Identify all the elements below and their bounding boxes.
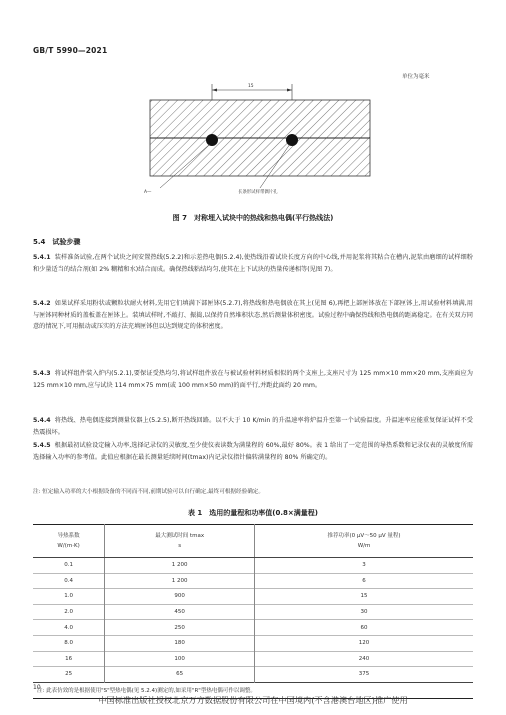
table-cell: 900 (105, 589, 255, 605)
paragraph (33, 298, 473, 333)
page-number: 10 (33, 684, 41, 691)
header-max-time: 最大测试时间 tmax s (105, 525, 255, 558)
table-cell: 60 (255, 620, 473, 636)
table-row (33, 635, 473, 651)
table-cell: 3 (255, 558, 473, 574)
paragraph (33, 368, 473, 391)
paragraph-number: 5.4.2 (33, 300, 51, 307)
footer-copyright: 中国标准出版社授权北京万方数据股份有限公司在中国境内(不含港澳台地区)推广使用 (98, 695, 408, 705)
thermocouple-marker (286, 134, 298, 146)
header-power: 推荐功率(0 μV～50 μV 量程) W/m (255, 525, 473, 558)
table-cell: 240 (255, 651, 473, 667)
table-header-row (33, 525, 473, 558)
table-cell: 100 (105, 651, 255, 667)
table-cell: 1 200 (105, 573, 255, 589)
table-cell: 2.0 (33, 604, 105, 620)
table-row (33, 667, 473, 683)
table-cell: 1.0 (33, 589, 105, 605)
table-cell: 450 (105, 604, 255, 620)
table-cell: 25 (33, 667, 105, 683)
table-cell: 6 (255, 573, 473, 589)
table-cell: 15 (255, 589, 473, 605)
paragraph-text: 装样准备试验,在两个试块之间安置热线(5.2.2)和示差热电偶(5.2.4),使热线沿着试块长度方向的中心线,并用泥浆将其粘合在槽内,泥浆由磨细的试样细粉和少量适当的结合剂(如 2% 糊精和水)结合而成。确保热线粘结均匀,使其在上下试块的热量传递相等(见图 7)。 (33, 254, 473, 273)
section-title: 5.4 试验步骤 (33, 238, 81, 246)
paragraph (33, 440, 473, 463)
table-cell: 65 (105, 667, 255, 683)
figure-diagram (140, 78, 380, 208)
paragraph (33, 415, 473, 438)
table-row (33, 589, 473, 605)
paragraph-number: 5.4.1 (33, 254, 51, 261)
header-conductivity: 导热系数 W/(m·K) (33, 525, 105, 558)
table-cell: 16 (33, 651, 105, 667)
table-cell: 0.1 (33, 558, 105, 574)
table-cell: 180 (105, 635, 255, 651)
table-footnote: 注: 此表仿效的是根据使用"S"型热电偶(见 5.2.4)测定的,如采用"R"型热电偶可作以调整。 (33, 682, 473, 698)
dimension-label: 15 (248, 84, 254, 89)
paragraph-number: 5.4.5 (33, 442, 51, 449)
paragraph-text: 如果试样采用粉状或颗粒状耐火材料,先用它们填满下部匣钵(5.2.7),将热线和热电偶放在其上(见图 6),再把上部匣钵放在下部匣钵上,用试验材料填满,用与匣钵同种材质的盖板盖在匣钵上。装填试样时,不敲打、振捣,以保持自然堆积状态,然后测量体积密度。试验过程中确保热线和热电偶的距离稳定。在有关双方同意的情况下,可用振动或压实的方法充填匣钵但以达到规定的体积密度。 (33, 300, 473, 331)
figure-caption: 图 7 对称埋入试块中的热线和热电偶(平行热线法) (172, 214, 334, 222)
standard-code: GB/T 5990—2021 (33, 46, 108, 55)
paragraph-number: 5.4.3 (33, 370, 51, 377)
table-row (33, 573, 473, 589)
hot-wire-marker (206, 134, 218, 146)
paragraph-number: 5.4.4 (33, 417, 51, 424)
table-cell: 375 (255, 667, 473, 683)
callout-left: A— (144, 190, 152, 195)
unit-note: 单位为毫米 (402, 74, 430, 80)
callout-right: 长条形试样带偶片孔 (238, 190, 278, 195)
table-cell: 1 200 (105, 558, 255, 574)
paragraph-text: 将试样组件装入炉内(5.2.1),要保证受热均匀,将试样组件放在与被试验材料材质相似的两个支座上,支座尺寸为 125 mm×10 mm×20 mm,支座面应为 125 mm×10 mm,应与试块 114 mm×75 mm(或 100 mm×50 mm)的面平行,并距此面约 20 mm。 (33, 370, 473, 389)
table-cell: 0.4 (33, 573, 105, 589)
table-cell: 30 (255, 604, 473, 620)
table-cell: 120 (255, 635, 473, 651)
table-row (33, 604, 473, 620)
data-table (33, 524, 473, 699)
paragraph-text: 将热线、热电偶连接到测量仪器上(5.2.5),断开热线回路。以不大于 10 K/min 的升温速率将炉温升至第一个试验温度。升温速率应能重复保证试样不受热震损坏。 (33, 417, 473, 436)
table-cell: 8.0 (33, 635, 105, 651)
paragraph-text: 根据最初试验设定输入功率,选择记录仪的灵敏度,至少使仪表读数为满量程的 60%,最好 80%。表 1 给出了一定范围的导热系数和记录仪表的灵敏度所需选择输入功率的参考值。此值应根据在最长测量延续时间(tmax)内记录仪指针偏转满量程的 80% 所确定的。 (33, 442, 473, 461)
table-cell: 250 (105, 620, 255, 636)
table-row (33, 558, 473, 574)
paragraph (33, 252, 473, 275)
table-title: 表 1 选用的量程和功率值(0.8×满量程) (188, 509, 318, 517)
table-row (33, 651, 473, 667)
table-cell: 4.0 (33, 620, 105, 636)
table-row (33, 620, 473, 636)
note: 注: 恒定输入功率的大小根据设备的不同而不同,前期试验可以自行确定,最终可根据经验确定。 (33, 489, 264, 495)
